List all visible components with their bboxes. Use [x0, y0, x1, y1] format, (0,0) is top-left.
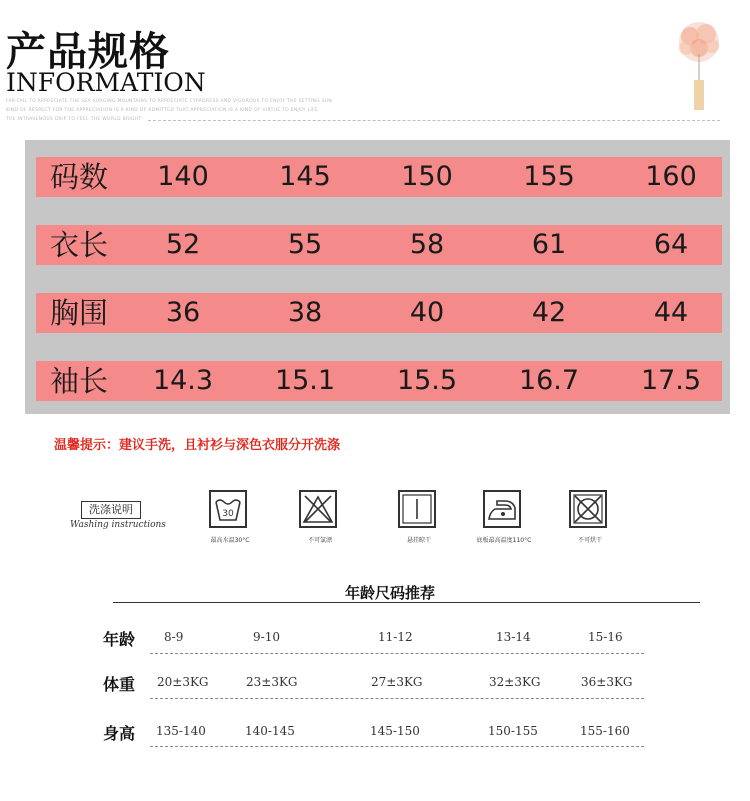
wash-30-label: 最高水温30°C — [210, 537, 250, 544]
size-cell: 16.7 — [518, 365, 580, 396]
age-row-label: 年龄 — [103, 630, 136, 649]
header-divider — [148, 120, 720, 121]
size-cell: 42 — [531, 297, 567, 328]
age-cell: 20±3KG — [157, 675, 209, 689]
age-cell: 155-160 — [580, 724, 630, 738]
age-cell: 8-9 — [164, 630, 184, 644]
size-cell: 15.1 — [274, 365, 336, 396]
size-cell: 52 — [165, 229, 201, 260]
wash-30-icon — [209, 490, 247, 528]
age-cell: 145-150 — [370, 724, 420, 738]
age-cell: 13-14 — [496, 630, 531, 644]
size-row-label: 衣长 — [50, 228, 109, 262]
size-cell: 145 — [279, 161, 331, 192]
size-cell: 17.5 — [640, 365, 702, 396]
age-cell: 23±3KG — [246, 675, 298, 689]
size-cell: 61 — [531, 229, 567, 260]
age-row-divider — [150, 698, 644, 699]
no-bleach-icon — [299, 490, 337, 528]
size-cell: 14.3 — [152, 365, 214, 396]
age-cell: 36±3KG — [581, 675, 633, 689]
iron-110-label: 底板最高温度110°C — [476, 537, 532, 544]
age-cell: 140-145 — [245, 724, 295, 738]
size-row-label: 胸围 — [50, 296, 109, 330]
no-tumble-dry-icon — [569, 490, 607, 528]
age-cell: 27±3KG — [371, 675, 423, 689]
no-tumble-dry-label: 不可烘干 — [577, 537, 602, 544]
age-cell: 135-140 — [156, 724, 206, 738]
hang-dry-icon — [398, 490, 436, 528]
tagline-3: THE INTRAVENOUS DRIP TO FEEL THE WORLD BRIGHT — [6, 117, 142, 122]
size-cell: 64 — [653, 229, 689, 260]
age-table-top-rule — [113, 602, 700, 603]
washing-title: 洗涤说明 — [81, 501, 141, 519]
hang-dry-label: 悬挂晾干 — [406, 537, 431, 544]
size-row-label: 袖长 — [50, 364, 109, 398]
size-cell: 160 — [645, 161, 697, 192]
size-cell: 36 — [165, 297, 201, 328]
age-cell: 11-12 — [378, 630, 413, 644]
page-subtitle: INFORMATION — [6, 68, 206, 97]
size-cell: 140 — [157, 161, 209, 192]
size-cell: 15.5 — [396, 365, 458, 396]
iron-110-icon — [483, 490, 521, 528]
age-row-label: 身高 — [103, 724, 136, 743]
no-bleach-label: 不可氯漂 — [307, 537, 332, 544]
tagline-1: FAR FAIL TO APPRECIATE THE SEA SURGING MOUNTAINS TO APPRECIATE CYPADRESS AND VIGOROUS TO ENJOY THE SETTING SUN — [6, 99, 332, 104]
age-cell: 9-10 — [253, 630, 280, 644]
tagline-2: KIND OF RESPECT FOR THE APPRECIATION IS A KIND OF ADMITTED THAT APPRECIATION IS A KIND OF VIRTUE TO ENJOY LIFE — [6, 108, 318, 113]
size-row-label: 码数 — [50, 160, 109, 194]
size-cell: 155 — [523, 161, 575, 192]
size-cell: 55 — [287, 229, 323, 260]
age-row-divider — [150, 653, 644, 654]
page-title: 产品规格 — [6, 29, 170, 75]
size-cell: 44 — [653, 297, 689, 328]
age-cell: 150-155 — [488, 724, 538, 738]
flower-decoration-icon — [666, 20, 732, 112]
size-cell: 38 — [287, 297, 323, 328]
age-table-title: 年龄尺码推荐 — [344, 584, 435, 602]
size-cell: 58 — [409, 229, 445, 260]
size-cell: 150 — [401, 161, 453, 192]
age-row-divider — [150, 746, 644, 747]
age-row-label: 体重 — [103, 675, 136, 694]
care-notice: 温馨提示：建议手洗，且衬衫与深色衣服分开洗涤 — [54, 438, 341, 453]
age-cell: 32±3KG — [489, 675, 541, 689]
size-cell: 40 — [409, 297, 445, 328]
age-cell: 15-16 — [588, 630, 623, 644]
washing-subtitle: Washing instructions — [70, 520, 166, 530]
wash-temp-number: 30 — [222, 509, 234, 519]
